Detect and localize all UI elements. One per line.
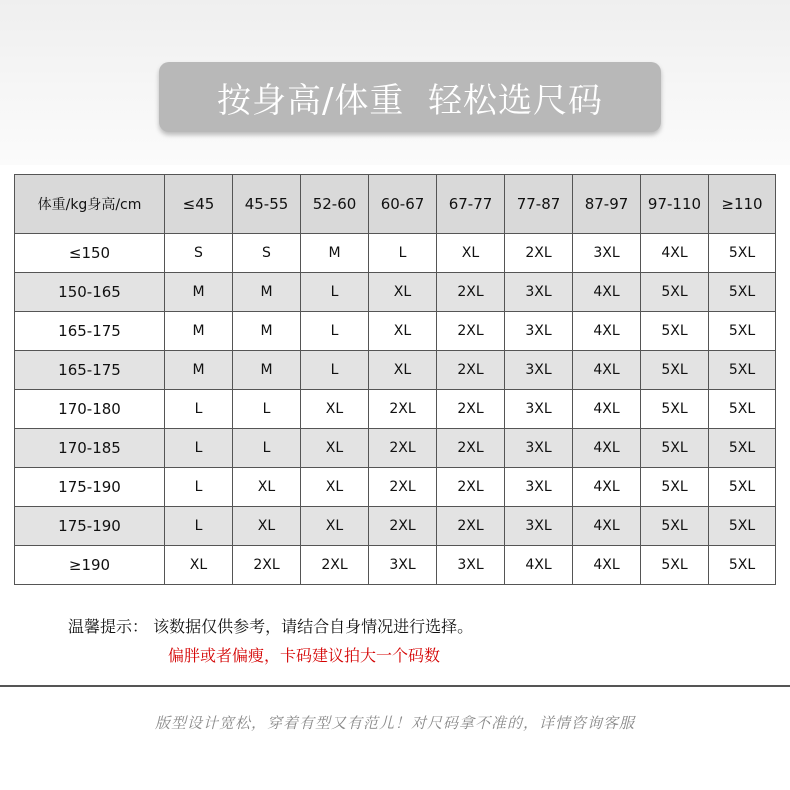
weight-column-header: ≥110 [709,175,776,234]
weight-column-header: 52-60 [301,175,369,234]
height-row-header: 170-185 [15,429,165,468]
size-cell: 2XL [505,234,573,273]
size-cell: 5XL [641,429,709,468]
size-cell: L [165,468,233,507]
size-cell: 5XL [641,273,709,312]
size-cell: M [233,273,301,312]
size-cell: 2XL [369,390,437,429]
size-cell: L [301,351,369,390]
size-cell: 3XL [505,351,573,390]
size-cell: 5XL [641,351,709,390]
size-cell: L [165,429,233,468]
size-cell: 5XL [709,273,776,312]
table-row [15,312,776,351]
size-cell: 5XL [641,390,709,429]
size-cell: 2XL [233,546,301,585]
height-row-header: 175-190 [15,468,165,507]
size-cell: L [165,390,233,429]
height-row-header: 165-175 [15,312,165,351]
size-cell: 3XL [505,273,573,312]
height-row-header: 175-190 [15,507,165,546]
size-cell: L [369,234,437,273]
size-cell: L [301,273,369,312]
table-row [15,351,776,390]
size-cell: 4XL [573,507,641,546]
table-header-row [15,175,776,234]
size-cell: M [165,312,233,351]
size-cell: 5XL [709,390,776,429]
size-cell: 2XL [437,507,505,546]
size-cell: 2XL [437,351,505,390]
weight-column-header: 77-87 [505,175,573,234]
size-cell: 5XL [709,507,776,546]
table-row [15,234,776,273]
corner-header: 体重/kg身高/cm [15,175,165,234]
footer-text: 版型设计宽松，穿着有型又有范儿！对尺码拿不准的，详情咨询客服 [154,714,635,732]
size-cell: 2XL [369,468,437,507]
table-row [15,546,776,585]
banner-title: 按身高/体重 轻松选尺码 [216,80,604,121]
size-cell: 5XL [709,429,776,468]
size-cell: XL [301,429,369,468]
size-cell: 2XL [369,429,437,468]
size-cell: 4XL [573,312,641,351]
size-cell: L [165,507,233,546]
table-row [15,390,776,429]
table-row [15,507,776,546]
size-cell: L [233,390,301,429]
size-cell: 5XL [709,312,776,351]
weight-column-header: 60-67 [369,175,437,234]
size-cell: XL [165,546,233,585]
size-cell: XL [437,234,505,273]
weight-column-header: 45-55 [233,175,301,234]
size-cell: 5XL [709,546,776,585]
height-row-header: 150-165 [15,273,165,312]
size-cell: 3XL [573,234,641,273]
size-cell: L [233,429,301,468]
size-cell: 3XL [437,546,505,585]
size-cell: 2XL [437,273,505,312]
size-cell: 3XL [369,546,437,585]
size-cell: XL [369,312,437,351]
size-cell: 3XL [505,468,573,507]
size-cell: 5XL [709,234,776,273]
size-cell: 3XL [505,390,573,429]
size-cell: 3XL [505,312,573,351]
size-cell: XL [369,351,437,390]
table-row [15,468,776,507]
size-cell: 2XL [437,390,505,429]
size-cell: 4XL [573,429,641,468]
size-cell: 4XL [573,468,641,507]
size-cell: 5XL [709,468,776,507]
size-cell: 5XL [641,468,709,507]
size-cell: M [233,351,301,390]
size-cell: XL [301,507,369,546]
size-cell: 2XL [301,546,369,585]
divider-line [0,685,790,687]
size-cell: 2XL [437,468,505,507]
size-cell: 2XL [437,429,505,468]
size-chart-table [14,174,776,585]
size-cell: M [233,312,301,351]
size-cell: 5XL [641,546,709,585]
size-cell: 4XL [505,546,573,585]
size-cell: 2XL [437,312,505,351]
size-cell: 5XL [641,312,709,351]
size-cell: XL [301,390,369,429]
weight-column-header: ≤45 [165,175,233,234]
size-cell: 4XL [573,351,641,390]
size-cell: M [165,351,233,390]
size-cell: S [233,234,301,273]
size-cell: 2XL [369,507,437,546]
height-row-header: 170-180 [15,390,165,429]
table-row [15,429,776,468]
size-cell: 3XL [505,507,573,546]
size-cell: L [301,312,369,351]
tip-text: 温馨提示： 该数据仅供参考，请结合自身情况进行选择。 [68,617,474,636]
size-cell: XL [301,468,369,507]
size-cell: 4XL [573,546,641,585]
title-banner [159,62,661,132]
size-cell: 5XL [641,507,709,546]
size-cell: XL [233,507,301,546]
size-cell: 3XL [505,429,573,468]
size-table-body [15,234,776,585]
size-cell: 4XL [641,234,709,273]
size-cell: XL [369,273,437,312]
size-cell: 4XL [573,390,641,429]
height-row-header: 165-175 [15,351,165,390]
height-row-header: ≥190 [15,546,165,585]
size-cell: M [165,273,233,312]
size-cell: S [165,234,233,273]
size-cell: 4XL [573,273,641,312]
table-row [15,273,776,312]
height-row-header: ≤150 [15,234,165,273]
weight-column-header: 87-97 [573,175,641,234]
warning-text: 偏胖或者偏瘦，卡码建议拍大一个码数 [168,646,441,665]
size-cell: XL [233,468,301,507]
size-cell: 5XL [709,351,776,390]
size-cell: M [301,234,369,273]
weight-column-header: 67-77 [437,175,505,234]
weight-column-header: 97-110 [641,175,709,234]
